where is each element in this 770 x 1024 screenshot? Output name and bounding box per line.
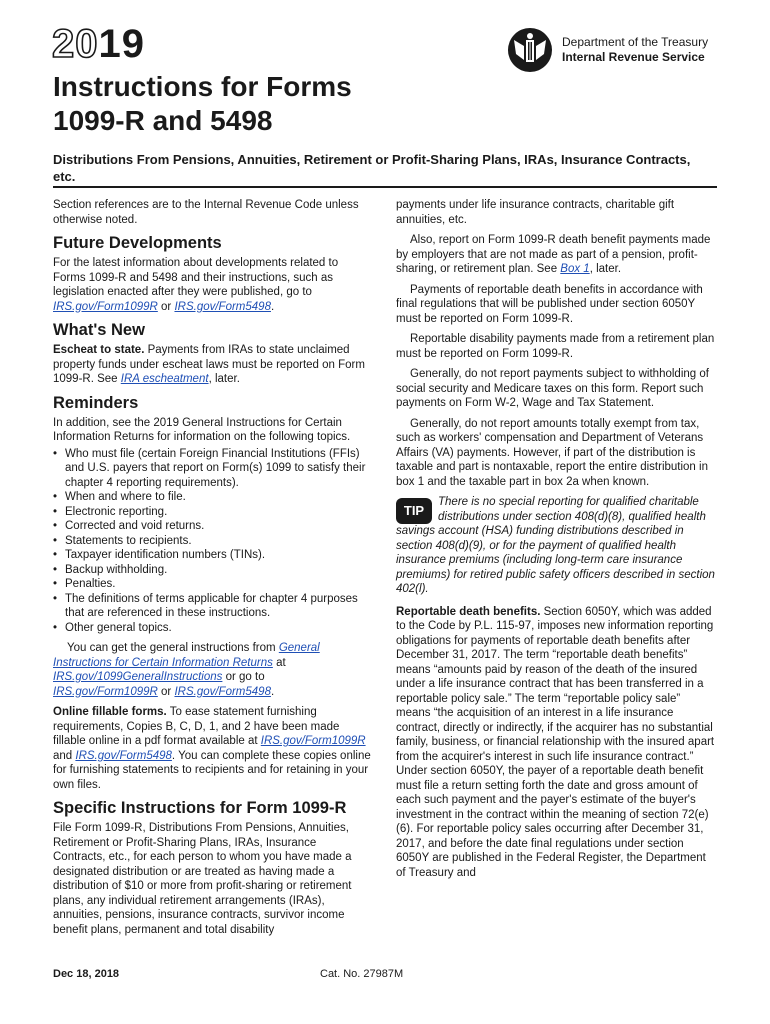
link-1099-general-instructions[interactable]: IRS.gov/1099GeneralInstructions [53, 671, 223, 683]
whats-new-heading: What's New [53, 321, 145, 339]
list-item: • Electronic reporting. [53, 505, 371, 520]
link-form1099r[interactable]: IRS.gov/Form1099R [53, 685, 158, 698]
right-column [396, 198, 716, 886]
list-item: • Other general topics. [53, 621, 371, 636]
title-line-2: 1099-R and 5498 [53, 105, 273, 136]
fillable-forms-paragraph: Online fillable forms. To ease statement furnishing requirements, Copies B, C, D, 1, and 2 have been made fillable online in a pdf format available at IRS.gov/Form1099R and IRS.gov/Form5498. You can complete these copies online for furnishing statements to recipients and for retaining in your own files. [53, 706, 371, 791]
irs-eagle-logo-icon [506, 26, 554, 74]
general-instructions-paragraph: You can get the general instructions from General Instructions for Certain Information Returns at IRS.gov/1099GeneralInstructions or go to IRS.gov/Form1099R or IRS.gov/Form5498. [53, 642, 320, 698]
tip-icon: TIP [396, 498, 432, 524]
specific-instructions-heading: Specific Instructions for Form 1099-R [53, 799, 347, 817]
death-benefits-paragraph: Reportable death benefits. Section 6050Y, which was added to the Code by P.L. 115-97, imposes new information reporting obligations for payments of reportable death benefits after December 31, 2017. The term “reportable death benefits” means “amounts paid by reason of the death of the insured under a life insurance contract that has been transferred in a reportable policy sale.” The term “reportable policy sale” means “the acquisition of an interest in a life insurance contract, directly or indirectly, if the acquirer has no substantial family, business, or financial relationship with the insured apart from the acquirer's interest in such life insurance contract.” Under section 6050Y, the payer of a reportable death benefit must file a return setting forth the date and gross amount of each such payment and the payer's estimate of the buyer's investment in the contract within the meaning of section 72(e)(6). For reportable policy sales occurring after December 31, 2017, and before the date final regulations under section 6050Y are published in the Federal Register, the Department of Treasury and [396, 605, 715, 879]
link-ira-escheatment[interactable]: IRA escheatment [120, 373, 209, 385]
page-subtitle: Distributions From Pensions, Annuities, Retirement or Profit-Sharing Plans, IRAs, Insurance Contracts, etc. [53, 152, 691, 184]
document-year [52, 22, 145, 66]
list-item: • The definitions of terms applicable for chapter 4 purposes that are referenced in these instructions. [53, 592, 371, 621]
list-item: • Taxpayer identification numbers (TINs). [53, 548, 371, 563]
paragraph: payments under life insurance contracts, charitable gift annuities, etc. [396, 199, 675, 226]
list-item: • Who must file (certain Foreign Financial Institutions (FFIs) and U.S. payers that report on Form(s) 1099 to satisfy their chapter 4 reporting requirements). [53, 447, 371, 491]
list-item: • Statements to recipients. [53, 534, 371, 549]
page-title [53, 70, 352, 138]
title-line-1: Instructions for Forms [53, 71, 352, 102]
link-form5498[interactable]: IRS.gov/Form5498 [174, 685, 271, 698]
agency-irs: Internal Revenue Service [562, 50, 705, 64]
intro-text: Section references are to the Internal Revenue Code unless otherwise noted. [53, 199, 359, 226]
link-form5498[interactable]: IRS.gov/Form5498 [75, 749, 172, 762]
escheat-runin: Escheat to state. [53, 344, 145, 356]
year-bold-part: 19 [98, 22, 145, 66]
escheat-paragraph: Escheat to state. Payments from IRAs to state unclaimed property funds under escheat laws must be reported on Form 1099-R. See IRA escheatment, later. [53, 344, 365, 385]
year-outline-part: 20 [52, 22, 99, 66]
link-form5498[interactable]: IRS.gov/Form5498 [174, 300, 271, 313]
death-benefits-runin: Reportable death benefits. [396, 605, 541, 618]
paragraph: Reportable disability payments made from a retirement plan must be reported on Form 1099-R. [396, 333, 715, 360]
list-item: • Backup withholding. [53, 563, 371, 578]
fillable-runin: Online fillable forms. [53, 706, 167, 718]
header-rule [53, 186, 717, 188]
link-box-1[interactable]: Box 1 [560, 263, 590, 275]
list-item: • Penalties. [53, 577, 371, 592]
future-developments-text: For the latest information about developments related to Forms 1099-R and 5498 and their instructions, such as legislation enacted after they were published, go to IRS.gov/Form1099R or IRS.gov/Form5498. [53, 257, 339, 313]
agency-block [506, 26, 708, 74]
future-developments-heading: Future Developments [53, 234, 222, 252]
agency-text [562, 35, 708, 65]
link-general-instructions[interactable]: General Instructions for Certain Information Returns [53, 642, 320, 669]
paragraph: Generally, do not report payments subject to withholding of social security and Medicare taxes on this form. Report such payments on Form W-2, Wage and Tax Statement. [396, 368, 709, 409]
reminders-intro: In addition, see the 2019 General Instructions for Certain Information Returns for information on the following topics. [53, 416, 351, 443]
list-item: • When and where to file. [53, 490, 371, 505]
link-form1099r[interactable]: IRS.gov/Form1099R [53, 300, 158, 313]
paragraph: Generally, do not report amounts totally exempt from tax, such as workers' compensation and Department of Veterans Affairs (VA) payments. However, if part of the distribution is taxable and part is nontaxable, report the entire distribution in box 1 and the taxable part in box 2a when known. [396, 417, 708, 488]
specific-instructions-text: File Form 1099-R, Distributions From Pensions, Annuities, Retirement or Profit-Sharing Plans, IRAs, Insurance Contracts, etc., for each person to whom you have made a designated distribution or are treated as having made a distribution of $10 or more from profit-sharing or retirement plans, any individual retirement arrangements (IRAs), annuities, pensions, insurance contracts, survivor income benefit plans, permanent and total disability [53, 822, 352, 936]
footer-catalog-number: Cat. No. 27987M [320, 968, 404, 980]
reminders-list [53, 447, 371, 636]
agency-department: Department of the Treasury [562, 35, 709, 49]
left-column [53, 198, 371, 943]
reminders-heading: Reminders [53, 393, 139, 412]
paragraph: Also, report on Form 1099-R death benefit payments made by employers that are not made as part of a pension, profit-sharing, or retirement plan. See Box 1, later. [396, 234, 711, 275]
list-item: • Corrected and void returns. [53, 519, 371, 534]
tip-box [396, 495, 716, 597]
footer-date: Dec 18, 2018 [53, 968, 120, 980]
link-form1099r[interactable]: IRS.gov/Form1099R [260, 735, 366, 747]
tip-text: There is no special reporting for qualified charitable distributions under section 408(d)(8), qualified health savings account (HSA) funding distributions described in section 408(d)(9), or for the payment of qualified health insurance premiums (including long-term care insurance premiums) for retired public safety officers described in section 402(l). [396, 496, 715, 595]
paragraph: Payments of reportable death benefits in accordance with final regulations that will be published under section 6050Y must be reported on Form 1099-R. [396, 283, 703, 325]
